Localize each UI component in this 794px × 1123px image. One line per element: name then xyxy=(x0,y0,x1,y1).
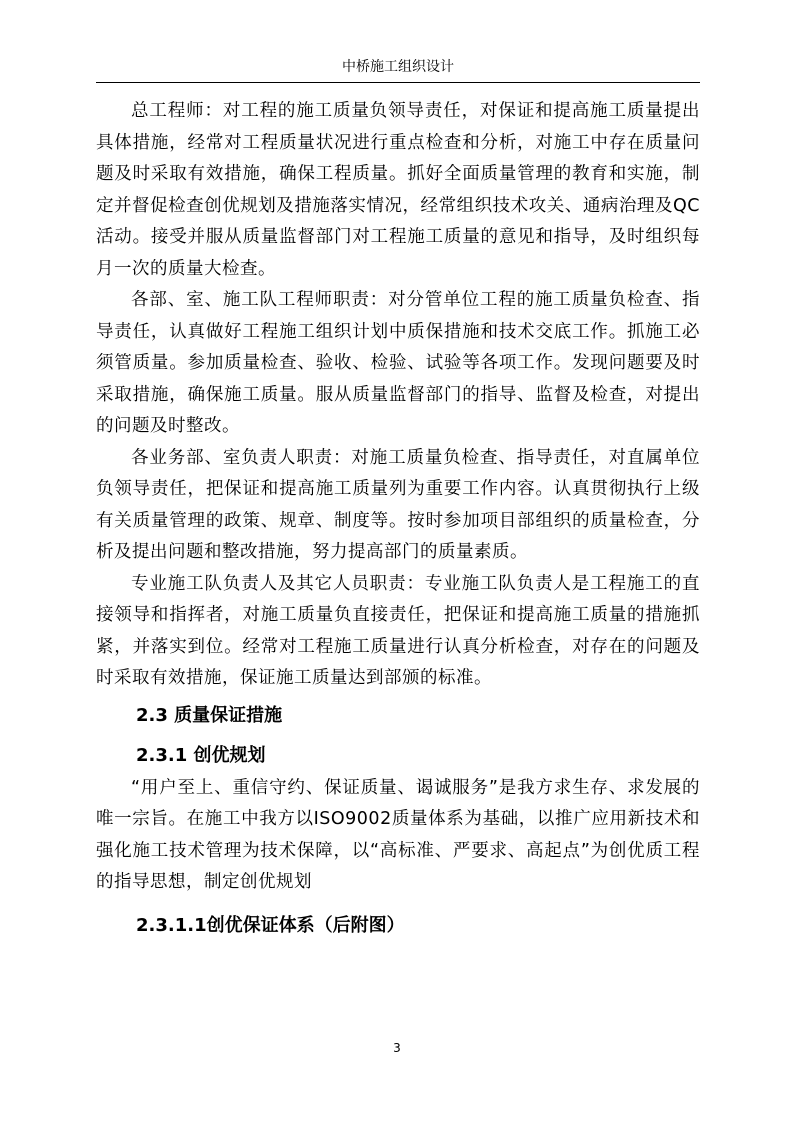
paragraph-chief-engineer: 总工程师：对工程的施工质量负领导责任，对保证和提高施工质量提出具体措施，经常对工程质量状况进行重点检查和分析，对施工中存在质量问题及时采取有效措施，确保工程质量。抓好全面质量管理的教育和实施，制定并督促检查创优规划及措施落实情况，经常组织技术攻关、通病治理及QC活动。接受并服从质量监督部门对工程施工质量的意见和指导，及时组织每月一次的质量大检查。 xyxy=(96,101,700,279)
header-title: 中桥施工组织设计 xyxy=(342,59,454,75)
section-heading-2-3-1-1: 2.3.1.1创优保证体系（后附图） xyxy=(136,914,405,936)
paragraph-quality-plan: “用户至上、重信守约、保证质量、谒诚服务”是我方求生存、求发展的唯一宗旨。在施工中我方以ISO9002质量体系为基础，以推广应用新技术和强化施工技术管理为技术保障，以“高标准、严要求、高起点”为创优质工程的指导思想，制定创优规划 xyxy=(96,777,700,892)
paragraph-business-department-heads: 各业务部、室负责人职责：对施工质量负检查、指导责任，对直属单位负领导责任，把保证和提高施工质量列为重要工作内容。认真贯彻执行上级有关质量管理的政策、规章、制度等。按时参加项目部组织的质量检查，分析及提出问题和整改措施，努力提高部门的质量素质。 xyxy=(96,447,700,562)
section-heading-2-3-1: 2.3.1 创优规划 xyxy=(136,744,266,766)
page-header xyxy=(96,56,700,83)
paragraph-department-engineers: 各部、室、施工队工程师职责：对分管单位工程的施工质量负检查、指导责任，认真做好工程施工组织计划中质保措施和技术交底工作。抓施工必须管质量。参加质量检查、验收、检验、试验等各项工作。发现问题要及时采取措施，确保施工质量。服从质量监督部门的指导、监督及检查，对提出的问题及时整改。 xyxy=(96,290,700,436)
paragraph-construction-team-leaders: 专业施工队负责人及其它人员职责：专业施工队负责人是工程施工的直接领导和指挥者，对施工质量负直接责任，把保证和提高施工质量的措施抓紧，并落实到位。经常对工程施工质量进行认真分析检查，对存在的问题及时采取有效措施，保证施工质量达到部颁的标准。 xyxy=(96,573,700,688)
section-heading-2-3: 2.3 质量保证措施 xyxy=(136,704,283,726)
page-number: 3 xyxy=(393,1041,401,1055)
document-body xyxy=(96,96,700,943)
